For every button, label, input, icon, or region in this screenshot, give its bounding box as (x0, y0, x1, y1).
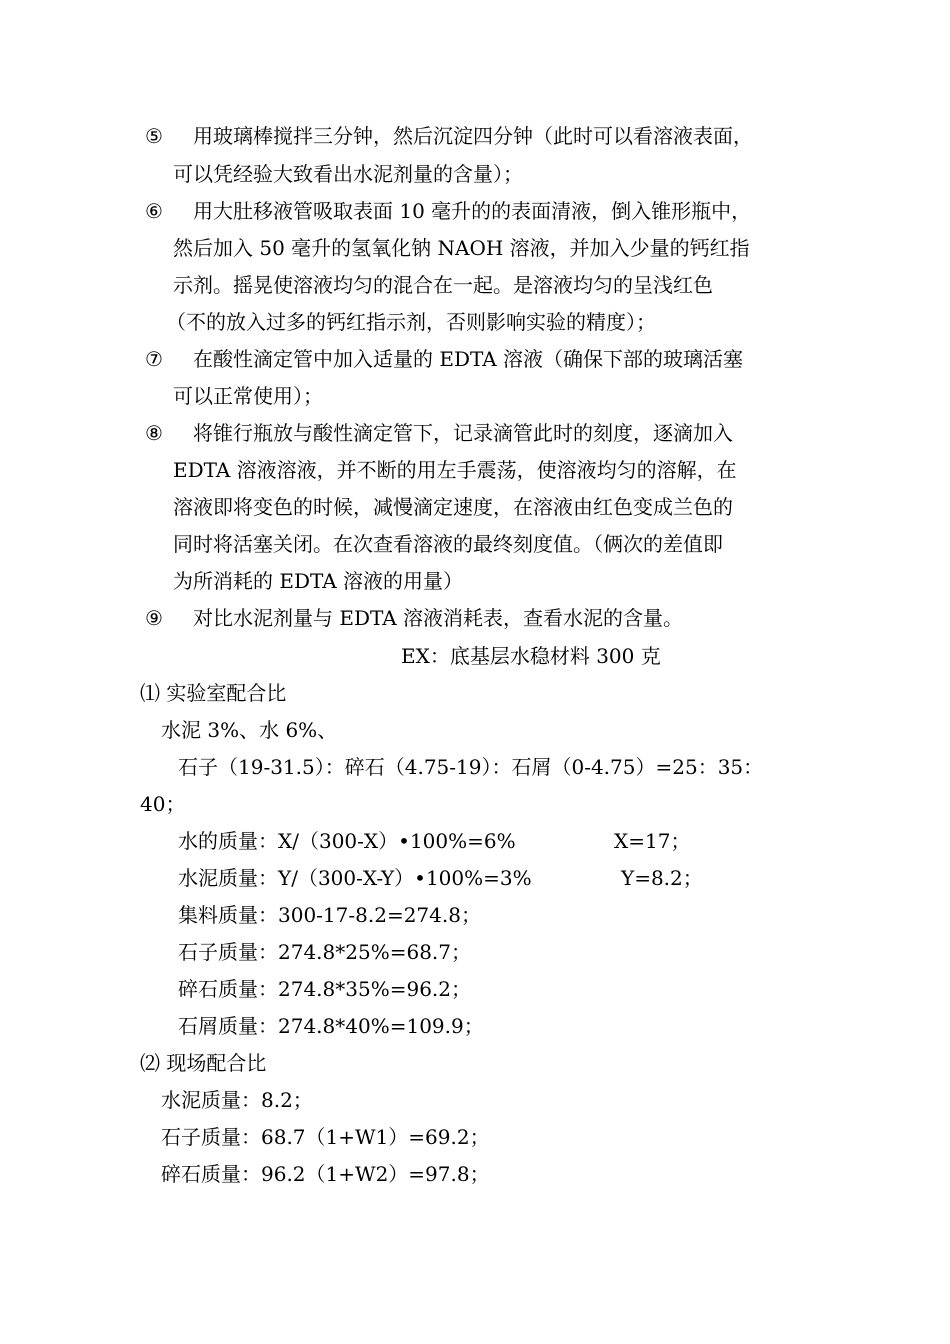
step-text: 在酸性滴定管中加入适量的 EDTA 溶液（确保下部的玻璃活塞 (193, 347, 744, 371)
step-number: ⑨ (145, 606, 163, 630)
step-6-line-2: 然后加入 50 毫升的氢氧化钠 NAOH 溶液，并加入少量的钙红指 (173, 236, 750, 260)
water-mass-formula: 水的质量：X/（300-X）•100%=6% (178, 829, 516, 853)
field-gravel-mass: 碎石质量：96.2（1+W2）=97.8； (161, 1162, 490, 1186)
lab-ratio-line-3: 40； (140, 792, 186, 816)
example-title: EX：底基层水稳材料 300 克 (401, 644, 661, 668)
step-text: 用大肚移液管吸取表面 10 毫升的的表面清液，倒入锥形瓶中， (193, 199, 752, 223)
chips-mass: 石屑质量：274.8*40%=109.9； (178, 1014, 484, 1038)
step-8-line-1 (145, 420, 733, 446)
step-6-line-1 (145, 198, 751, 224)
water-mass-result: X=17； (614, 829, 691, 853)
lab-mix-heading: ⑴ 实验室配合比 (140, 681, 287, 705)
gravel-mass: 碎石质量：274.8*35%=96.2； (178, 977, 471, 1001)
step-number: ⑥ (145, 199, 163, 223)
step-9-line-1 (145, 605, 683, 631)
stone-mass: 石子质量：274.8*25%=68.7； (178, 940, 471, 964)
step-8-line-4: 同时将活塞关闭。在次查看溶液的最终刻度值。（俩次的差值即 (173, 532, 723, 556)
step-5-line-1 (145, 123, 753, 149)
step-8-line-3: 溶液即将变色的时候，减慢滴定速度，在溶液由红色变成兰色的 (173, 495, 733, 519)
step-5-line-2: 可以凭经验大致看出水泥剂量的含量）； (173, 162, 523, 186)
cement-mass-formula: 水泥质量：Y/（300-X-Y）•100%=3% (178, 866, 532, 890)
lab-ratio-line-1: 水泥 3%、水 6%、 (161, 718, 338, 742)
step-text: 将锥行瓶放与酸性滴定管下，记录滴管此时的刻度，逐滴加入 (193, 421, 733, 445)
field-cement-mass: 水泥质量：8.2； (161, 1088, 313, 1112)
step-number: ⑦ (145, 347, 163, 371)
step-number: ⑧ (145, 421, 163, 445)
step-8-line-5: 为所消耗的 EDTA 溶液的用量） (173, 569, 464, 593)
step-7-line-1 (145, 346, 743, 372)
lab-ratio-line-2: 石子（19-31.5）：碎石（4.75-19）：石屑（0-4.75）=25：35： (178, 755, 764, 779)
step-text: 对比水泥剂量与 EDTA 溶液消耗表，查看水泥的含量。 (193, 606, 684, 630)
field-stone-mass: 石子质量：68.7（1+W1）=69.2； (161, 1125, 490, 1149)
step-text: 用玻璃棒搅拌三分钟，然后沉淀四分钟（此时可以看溶液表面， (193, 124, 753, 148)
aggregate-mass: 集料质量：300-17-8.2=274.8； (178, 903, 481, 927)
step-6-line-3: 示剂。摇晃使溶液均匀的混合在一起。是溶液均匀的呈浅红色 (173, 273, 713, 297)
field-mix-heading: ⑵ 现场配合比 (140, 1051, 267, 1075)
step-8-line-2: EDTA 溶液溶液，并不断的用左手震荡，使溶液均匀的溶解，在 (173, 458, 737, 482)
cement-mass-result: Y=8.2； (621, 866, 703, 890)
step-number: ⑤ (145, 124, 163, 148)
step-7-line-2: 可以正常使用）； (173, 384, 323, 408)
step-6-line-4: （不的放入过多的钙红指示剂，否则影响实验的精度）； (166, 310, 656, 334)
